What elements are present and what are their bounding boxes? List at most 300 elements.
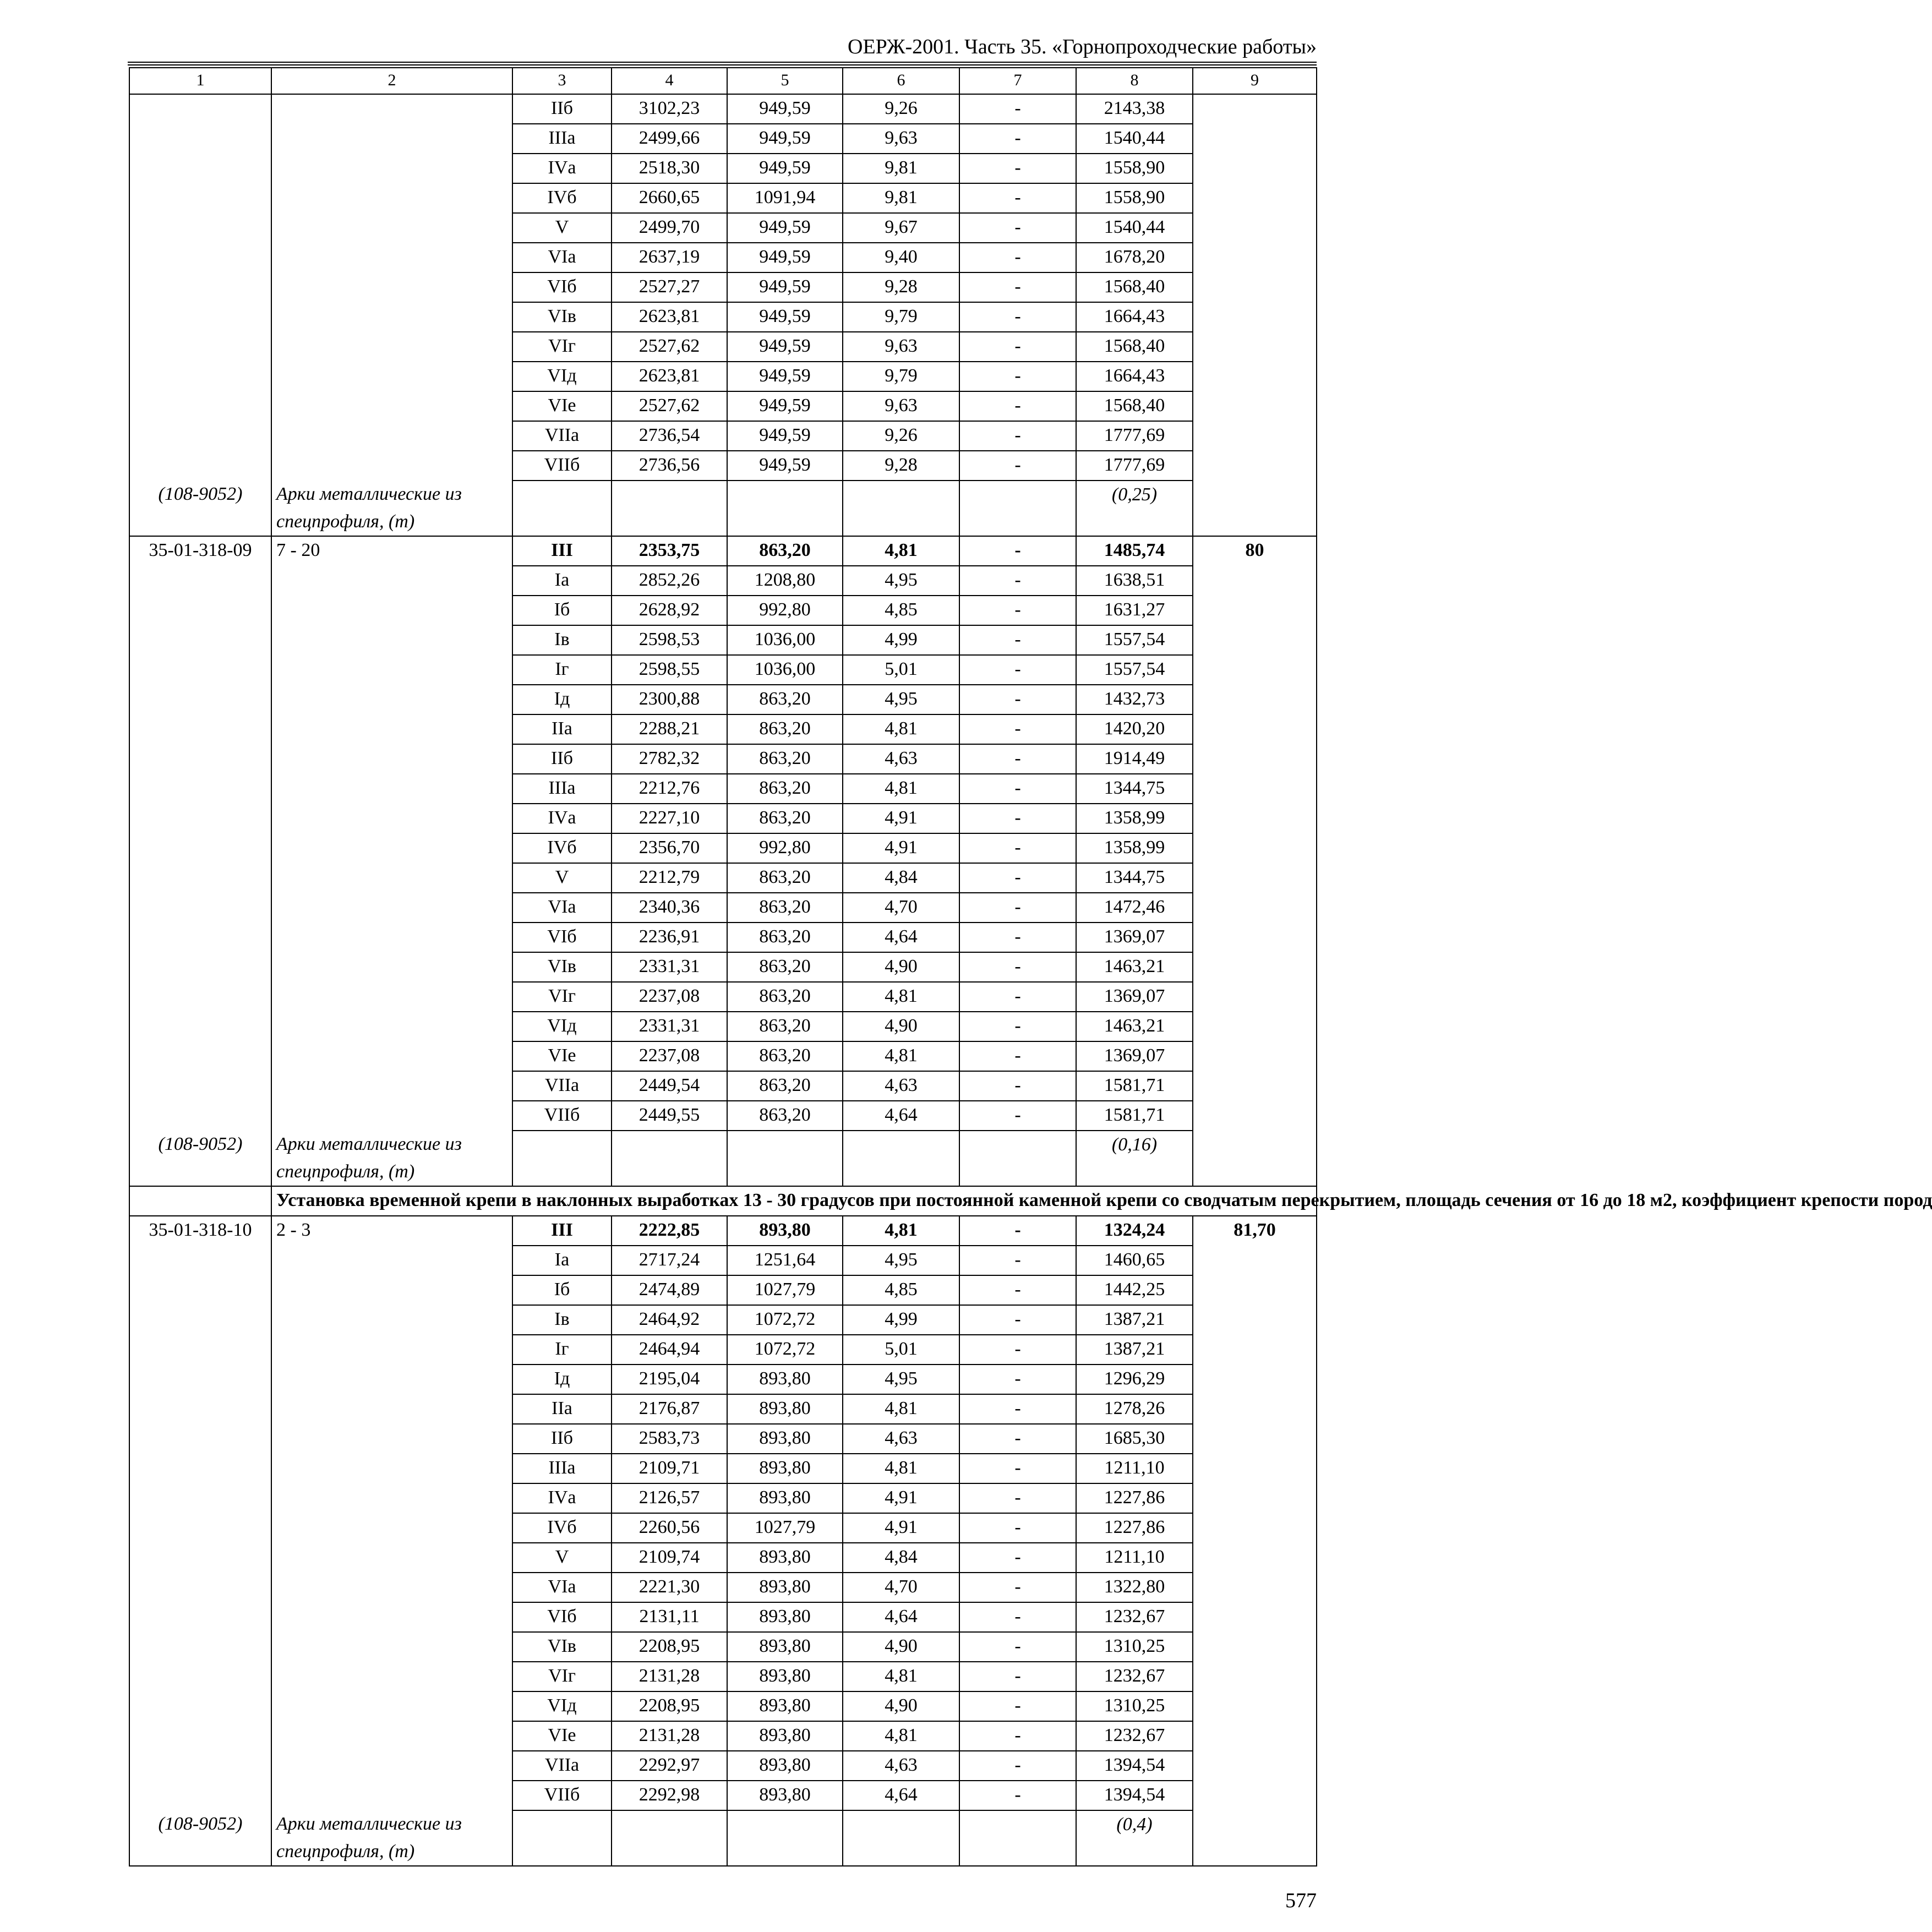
- empty-cell: [727, 1810, 843, 1866]
- region-code: VIд: [512, 1012, 612, 1041]
- empty-cell: [1193, 982, 1317, 1012]
- machinist-wages: -: [959, 1216, 1076, 1246]
- machine-cost: 4,95: [843, 685, 959, 714]
- total-cost: 2288,21: [612, 714, 727, 744]
- machinist-wages: -: [959, 183, 1076, 213]
- machine-cost: 4,85: [843, 596, 959, 625]
- machinist-wages: -: [959, 685, 1076, 714]
- materials-cost: 1322,80: [1076, 1573, 1193, 1602]
- materials-cost: 1432,73: [1076, 685, 1193, 714]
- wages: 992,80: [727, 596, 843, 625]
- empty-cell: [1193, 1131, 1317, 1186]
- region-code: VIв: [512, 952, 612, 982]
- table-row: [129, 332, 1317, 362]
- materials-cost: 1777,69: [1076, 451, 1193, 481]
- machinist-wages: -: [959, 1394, 1076, 1424]
- machine-cost: 4,81: [843, 1041, 959, 1071]
- wages: 893,80: [727, 1424, 843, 1454]
- machinist-wages: -: [959, 124, 1076, 154]
- wages: 863,20: [727, 536, 843, 566]
- empty-cell: [129, 1454, 271, 1483]
- empty-cell: [1193, 744, 1317, 774]
- materials-cost: 1540,44: [1076, 124, 1193, 154]
- materials-cost: 1558,90: [1076, 154, 1193, 183]
- material-code: (108-9052): [129, 481, 271, 536]
- materials-cost: 1638,51: [1076, 566, 1193, 596]
- empty-cell: [271, 391, 512, 421]
- empty-cell: [129, 1365, 271, 1394]
- labor-cost: 81,70: [1193, 1216, 1317, 1246]
- machine-cost: 5,01: [843, 1335, 959, 1365]
- empty-cell: [271, 1101, 512, 1131]
- empty-cell: [1193, 302, 1317, 332]
- empty-cell: [271, 596, 512, 625]
- machine-cost: 9,81: [843, 183, 959, 213]
- total-cost: 2527,62: [612, 332, 727, 362]
- wages: 893,80: [727, 1573, 843, 1602]
- total-cost: 2126,57: [612, 1483, 727, 1513]
- machine-cost: 4,90: [843, 1691, 959, 1721]
- machine-cost: 4,63: [843, 1071, 959, 1101]
- table-row: [129, 1275, 1317, 1305]
- empty-cell: [271, 362, 512, 391]
- region-code: VIд: [512, 362, 612, 391]
- empty-cell: [1193, 655, 1317, 685]
- machine-cost: 4,91: [843, 1513, 959, 1543]
- machinist-wages: -: [959, 302, 1076, 332]
- table-row: [129, 391, 1317, 421]
- empty-cell: [1193, 1454, 1317, 1483]
- total-cost: 2736,54: [612, 421, 727, 451]
- material-code: (108-9052): [129, 1810, 271, 1866]
- region-code: V: [512, 213, 612, 243]
- material-name: [271, 1810, 512, 1866]
- total-cost: 2353,75: [612, 536, 727, 566]
- wages: 949,59: [727, 302, 843, 332]
- machinist-wages: -: [959, 833, 1076, 863]
- materials-cost: 1664,43: [1076, 362, 1193, 391]
- wages: 893,80: [727, 1365, 843, 1394]
- empty-cell: [1193, 1662, 1317, 1691]
- materials-cost: 1369,07: [1076, 923, 1193, 952]
- total-cost: 2449,54: [612, 1071, 727, 1101]
- wages: 1027,79: [727, 1275, 843, 1305]
- total-cost: 2260,56: [612, 1513, 727, 1543]
- empty-cell: [129, 1335, 271, 1365]
- total-cost: 2598,55: [612, 655, 727, 685]
- total-cost: 2474,89: [612, 1275, 727, 1305]
- machine-cost: 4,81: [843, 982, 959, 1012]
- total-cost: 2518,30: [612, 154, 727, 183]
- region-code: Iв: [512, 1305, 612, 1335]
- empty-cell: [1193, 362, 1317, 391]
- wages: 949,59: [727, 391, 843, 421]
- total-cost: 2109,71: [612, 1454, 727, 1483]
- region-code: VIб: [512, 923, 612, 952]
- empty-cell: [271, 451, 512, 481]
- machinist-wages: -: [959, 1721, 1076, 1751]
- empty-cell: [1193, 1513, 1317, 1543]
- region-code: VIг: [512, 332, 612, 362]
- empty-cell: [271, 1246, 512, 1275]
- region-code: VIб: [512, 272, 612, 302]
- total-cost: 2717,24: [612, 1246, 727, 1275]
- empty-cell: [129, 94, 271, 124]
- machinist-wages: -: [959, 596, 1076, 625]
- total-cost: 2637,19: [612, 243, 727, 272]
- materials-cost: 1278,26: [1076, 1394, 1193, 1424]
- empty-cell: [271, 1424, 512, 1454]
- machine-cost: 4,63: [843, 744, 959, 774]
- machinist-wages: -: [959, 1041, 1076, 1071]
- empty-cell: [129, 1662, 271, 1691]
- table-row: [129, 1246, 1317, 1275]
- machinist-wages: -: [959, 243, 1076, 272]
- empty-cell: [271, 1305, 512, 1335]
- region-code: V: [512, 1543, 612, 1573]
- page-number: 577: [1285, 1889, 1317, 1912]
- machinist-wages: -: [959, 1662, 1076, 1691]
- empty-cell: [129, 1543, 271, 1573]
- materials-cost: 1387,21: [1076, 1335, 1193, 1365]
- table-row: [129, 1335, 1317, 1365]
- empty-cell: [271, 1483, 512, 1513]
- materials-cost: 1232,67: [1076, 1662, 1193, 1691]
- empty-cell: [271, 804, 512, 833]
- empty-cell: [129, 1573, 271, 1602]
- table-row: [129, 1543, 1317, 1573]
- materials-cost: 1358,99: [1076, 804, 1193, 833]
- wages: 949,59: [727, 124, 843, 154]
- total-cost: 2583,73: [612, 1424, 727, 1454]
- materials-cost: 1557,54: [1076, 655, 1193, 685]
- total-cost: 2131,11: [612, 1602, 727, 1632]
- region-code: Iа: [512, 1246, 612, 1275]
- rate-code: 35-01-318-09: [129, 536, 271, 566]
- region-code: Iв: [512, 625, 612, 655]
- wages: 1072,72: [727, 1335, 843, 1365]
- table-row: [129, 1394, 1317, 1424]
- machine-cost: 4,91: [843, 804, 959, 833]
- empty-cell: [129, 1101, 271, 1131]
- materials-cost: 1540,44: [1076, 213, 1193, 243]
- wages: 1072,72: [727, 1305, 843, 1335]
- materials-cost: 1344,75: [1076, 863, 1193, 893]
- machinist-wages: -: [959, 1751, 1076, 1781]
- empty-cell: [1193, 1041, 1317, 1071]
- material-quantity: (0,16): [1076, 1131, 1193, 1186]
- region-code: VIг: [512, 1662, 612, 1691]
- region-code: Iб: [512, 596, 612, 625]
- empty-cell: [271, 1275, 512, 1305]
- empty-cell: [129, 1394, 271, 1424]
- total-cost: 2236,91: [612, 923, 727, 952]
- empty-cell: [129, 451, 271, 481]
- table-row: [129, 451, 1317, 481]
- empty-cell: [129, 774, 271, 804]
- table-row: [129, 124, 1317, 154]
- empty-cell: [1193, 566, 1317, 596]
- region-code: IIIа: [512, 124, 612, 154]
- empty-cell: [271, 1691, 512, 1721]
- table-row: [129, 1101, 1317, 1131]
- region-code: III: [512, 536, 612, 566]
- machinist-wages: -: [959, 94, 1076, 124]
- table-row: [129, 183, 1317, 213]
- materials-cost: 1581,71: [1076, 1071, 1193, 1101]
- region-code: Iб: [512, 1275, 612, 1305]
- empty-cell: [129, 272, 271, 302]
- empty-cell: [271, 1335, 512, 1365]
- table-row: [129, 1781, 1317, 1810]
- total-cost: 2131,28: [612, 1721, 727, 1751]
- empty-cell: [512, 1131, 612, 1186]
- region-code: V: [512, 863, 612, 893]
- materials-cost: 1463,21: [1076, 952, 1193, 982]
- region-code: VIа: [512, 1573, 612, 1602]
- total-cost: 2292,98: [612, 1781, 727, 1810]
- table-row: [129, 154, 1317, 183]
- wages: 863,20: [727, 1071, 843, 1101]
- machine-cost: 4,70: [843, 1573, 959, 1602]
- empty-cell: [1193, 685, 1317, 714]
- material-name-line1: Арки металлические из: [276, 1814, 462, 1834]
- machine-cost: 4,91: [843, 833, 959, 863]
- region-code: IIIа: [512, 774, 612, 804]
- machine-cost: 9,63: [843, 124, 959, 154]
- empty-cell: [129, 804, 271, 833]
- empty-cell: [1193, 332, 1317, 362]
- wages: 949,59: [727, 243, 843, 272]
- rates-table: [129, 67, 1932, 1866]
- material-name-line1: Арки металлические из: [276, 484, 462, 504]
- empty-cell: [959, 1810, 1076, 1866]
- region-code: Iг: [512, 1335, 612, 1365]
- empty-cell: [1193, 1483, 1317, 1513]
- column-number-row: [129, 68, 1317, 94]
- total-cost: 2356,70: [612, 833, 727, 863]
- header-rule: [128, 62, 1317, 63]
- empty-cell: [271, 1365, 512, 1394]
- empty-cell: [843, 1810, 959, 1866]
- empty-cell: [129, 1691, 271, 1721]
- empty-cell: [271, 1751, 512, 1781]
- materials-cost: 1631,27: [1076, 596, 1193, 625]
- empty-cell: [1193, 243, 1317, 272]
- wages: 863,20: [727, 744, 843, 774]
- total-cost: 2237,08: [612, 982, 727, 1012]
- table-row: [129, 1454, 1317, 1483]
- wages: 893,80: [727, 1602, 843, 1632]
- column-number: 5: [727, 68, 843, 94]
- total-cost: 2109,74: [612, 1543, 727, 1573]
- total-cost: 2464,92: [612, 1305, 727, 1335]
- empty-cell: [1193, 863, 1317, 893]
- empty-cell: [129, 124, 271, 154]
- empty-cell: [271, 1513, 512, 1543]
- empty-cell: [271, 1543, 512, 1573]
- machinist-wages: -: [959, 655, 1076, 685]
- table-row: [129, 1424, 1317, 1454]
- machine-cost: 9,79: [843, 302, 959, 332]
- empty-cell: [129, 421, 271, 451]
- machinist-wages: -: [959, 804, 1076, 833]
- total-cost: 2212,76: [612, 774, 727, 804]
- empty-cell: [612, 481, 727, 536]
- region-code: VIа: [512, 893, 612, 923]
- machinist-wages: -: [959, 1071, 1076, 1101]
- empty-cell: [271, 982, 512, 1012]
- total-cost: 2221,30: [612, 1573, 727, 1602]
- empty-cell: [271, 685, 512, 714]
- wages: 949,59: [727, 213, 843, 243]
- wages: 863,20: [727, 923, 843, 952]
- total-cost: 2628,92: [612, 596, 727, 625]
- machinist-wages: -: [959, 1513, 1076, 1543]
- machine-cost: 9,63: [843, 391, 959, 421]
- region-code: VIб: [512, 1602, 612, 1632]
- materials-cost: 1227,86: [1076, 1483, 1193, 1513]
- empty-cell: [129, 213, 271, 243]
- table-row: [129, 272, 1317, 302]
- empty-cell: [1193, 1305, 1317, 1335]
- machinist-wages: -: [959, 1781, 1076, 1810]
- materials-cost: 1387,21: [1076, 1305, 1193, 1335]
- wages: 863,20: [727, 685, 843, 714]
- empty-cell: [129, 863, 271, 893]
- machine-cost: 4,63: [843, 1424, 959, 1454]
- materials-cost: 1232,67: [1076, 1721, 1193, 1751]
- empty-cell: [129, 566, 271, 596]
- machine-cost: 4,95: [843, 566, 959, 596]
- column-number: 9: [1193, 68, 1317, 94]
- table-row: [129, 596, 1317, 625]
- region-code: IIа: [512, 714, 612, 744]
- empty-cell: [129, 1513, 271, 1543]
- empty-cell: [271, 566, 512, 596]
- total-cost: 2736,56: [612, 451, 727, 481]
- empty-cell: [271, 243, 512, 272]
- region-code: IIб: [512, 94, 612, 124]
- machine-cost: 9,81: [843, 154, 959, 183]
- empty-cell: [1193, 213, 1317, 243]
- empty-cell: [271, 213, 512, 243]
- wages: 1208,80: [727, 566, 843, 596]
- materials-cost: 1685,30: [1076, 1424, 1193, 1454]
- empty-cell: [1193, 893, 1317, 923]
- empty-cell: [1193, 833, 1317, 863]
- region-code: Iг: [512, 655, 612, 685]
- machinist-wages: -: [959, 1424, 1076, 1454]
- empty-cell: [271, 1071, 512, 1101]
- empty-cell: [271, 154, 512, 183]
- region-code: IIа: [512, 1394, 612, 1424]
- total-cost: 2195,04: [612, 1365, 727, 1394]
- region-code: VIв: [512, 302, 612, 332]
- empty-cell: [612, 1810, 727, 1866]
- empty-cell: [129, 952, 271, 982]
- empty-cell: [129, 1246, 271, 1275]
- machinist-wages: -: [959, 1275, 1076, 1305]
- empty-cell: [1193, 1101, 1317, 1131]
- material-name: [271, 1131, 512, 1186]
- empty-cell: [1193, 1632, 1317, 1662]
- empty-cell: [129, 1751, 271, 1781]
- materials-cost: 1394,54: [1076, 1751, 1193, 1781]
- region-code: IVб: [512, 833, 612, 863]
- machine-cost: 4,81: [843, 714, 959, 744]
- machine-cost: 4,91: [843, 1483, 959, 1513]
- total-cost: 2449,55: [612, 1101, 727, 1131]
- empty-cell: [959, 481, 1076, 536]
- machinist-wages: -: [959, 332, 1076, 362]
- machine-cost: 4,81: [843, 1394, 959, 1424]
- empty-cell: [1193, 1721, 1317, 1751]
- empty-cell: [271, 1012, 512, 1041]
- table-row: [129, 1041, 1317, 1071]
- machine-cost: 4,99: [843, 1305, 959, 1335]
- table-row: [129, 1691, 1317, 1721]
- wages: 893,80: [727, 1751, 843, 1781]
- material-name-line2: спецпрофиля, (т): [276, 511, 415, 532]
- empty-cell: [612, 1131, 727, 1186]
- region-code: IIб: [512, 1424, 612, 1454]
- machinist-wages: -: [959, 536, 1076, 566]
- column-number: 6: [843, 68, 959, 94]
- machine-cost: 4,85: [843, 1275, 959, 1305]
- machine-cost: 9,26: [843, 421, 959, 451]
- machine-cost: 4,81: [843, 1662, 959, 1691]
- empty-cell: [271, 833, 512, 863]
- wages: 893,80: [727, 1721, 843, 1751]
- region-code: Iа: [512, 566, 612, 596]
- empty-cell: [1193, 451, 1317, 481]
- machinist-wages: -: [959, 451, 1076, 481]
- machinist-wages: -: [959, 1101, 1076, 1131]
- column-number: 2: [271, 68, 512, 94]
- empty-cell: [271, 332, 512, 362]
- wages: 949,59: [727, 94, 843, 124]
- empty-cell: [959, 1131, 1076, 1186]
- materials-cost: 1472,46: [1076, 893, 1193, 923]
- region-code: IVб: [512, 1513, 612, 1543]
- empty-cell: [129, 1305, 271, 1335]
- total-cost: 2852,26: [612, 566, 727, 596]
- machine-cost: 4,63: [843, 1751, 959, 1781]
- machinist-wages: -: [959, 1602, 1076, 1632]
- table-row: [129, 714, 1317, 744]
- empty-cell: [271, 1632, 512, 1662]
- machinist-wages: -: [959, 982, 1076, 1012]
- wages: 1036,00: [727, 625, 843, 655]
- wages: 1036,00: [727, 655, 843, 685]
- wages: 949,59: [727, 421, 843, 451]
- empty-cell: [1193, 391, 1317, 421]
- materials-cost: 1463,21: [1076, 1012, 1193, 1041]
- wages: 949,59: [727, 154, 843, 183]
- table-row: [129, 1751, 1317, 1781]
- empty-cell: [1193, 1751, 1317, 1781]
- table-row: [129, 893, 1317, 923]
- machinist-wages: -: [959, 566, 1076, 596]
- section-heading: Установка временной крепи в наклонных выработках 13 - 30 градусов при постоянной каменной крепи со сводчатым перекрытием, площадь сечения от 16 до 18 м2, коэффициент крепости пород: [271, 1186, 1317, 1216]
- wages: 992,80: [727, 833, 843, 863]
- table-row: [129, 625, 1317, 655]
- header-rule-double: [128, 64, 1317, 66]
- materials-cost: 1581,71: [1076, 1101, 1193, 1131]
- machine-cost: 4,81: [843, 536, 959, 566]
- empty-cell: [271, 744, 512, 774]
